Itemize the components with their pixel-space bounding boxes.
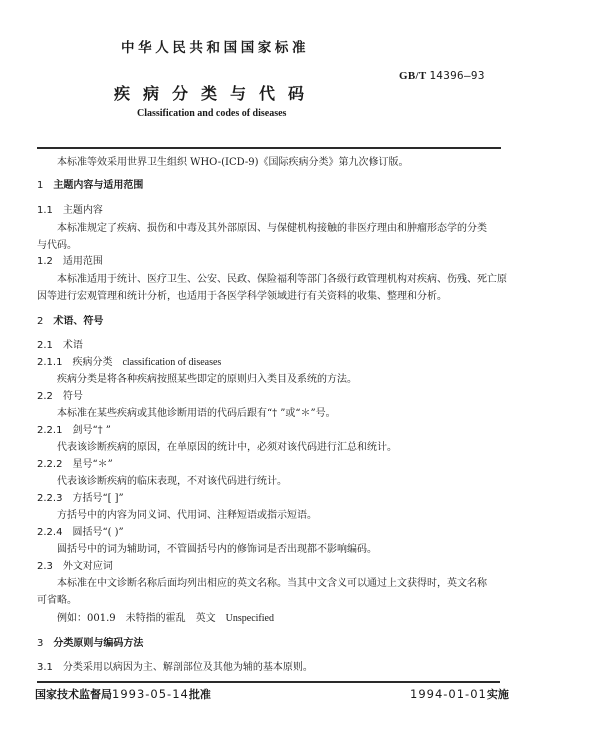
approval-info: 国家技术监督局1993-05-14批准: [35, 687, 211, 701]
section-2-1-1-heading: 2.1.1 疾病分类 classification of diseases: [37, 357, 222, 368]
standard-prefix: GB/T: [399, 70, 427, 82]
document-title-en: Classification and codes of diseases: [137, 108, 287, 119]
section-2-2-2-text: 代表该诊断疾病的临床表现，不对该代码进行统计。: [57, 476, 287, 487]
section-1-1-text: 本标准规定了疾病、损伤和中毒及其外部原因、与保健机构接触的非医疗理由和肿瘤形态学的分类: [57, 223, 487, 234]
section-2-3-text: 本标准在中文诊断名称后面均列出相应的英文名称。当其中文含义可以通过上文获得时，英文名称: [57, 578, 487, 589]
section-2-2-4-heading: 2.2.4 圆括号“( )”: [37, 527, 124, 538]
section-1-1-text-cont: 与代码。: [37, 240, 77, 251]
standard-number: [399, 69, 485, 82]
section-3-heading: 3 分类原则与编码方法: [37, 638, 144, 649]
section-2-3-example: 例如：001.9 未特指的霍乱 英文 Unspecified: [57, 613, 274, 624]
section-2-1-heading: 2.1 术语: [37, 340, 83, 351]
section-2-3-text-cont: 可省略。: [37, 595, 77, 606]
section-1-2-heading: 1.2 适用范围: [37, 256, 103, 267]
section-2-1-1-text: 疾病分类是将各种疾病按照某些即定的原则归入类目及系统的方法。: [57, 374, 357, 385]
section-2-heading: 2 术语、符号: [37, 316, 104, 327]
issuing-agency: 中华人民共和国国家标准: [121, 40, 310, 56]
section-2-2-heading: 2.2 符号: [37, 391, 83, 402]
section-2-2-4-text: 圆括号中的词为辅助词，不管圆括号内的修饰词是否出现都不影响编码。: [57, 544, 377, 555]
section-2-2-1-text: 代表该诊断疾病的原因，在单原因的统计中，必须对该代码进行汇总和统计。: [57, 442, 397, 453]
section-2-3-heading: 2.3 外文对应词: [37, 561, 113, 572]
section-1-2-text-cont: 因等进行宏观管理和统计分析，也适用于各医学科学领域进行有关资料的收集、整理和分析。: [37, 291, 447, 302]
footer-divider: [37, 681, 500, 683]
standard-code: 14396—93: [429, 69, 485, 82]
intro-paragraph: 本标准等效采用世界卫生组织 WHO-(ICD-9)《国际疾病分类》第九次修订版。: [57, 157, 409, 168]
section-1-1-heading: 1.1 主题内容: [37, 205, 103, 216]
section-2-2-1-heading: 2.2.1 剑号“† ”: [37, 425, 111, 436]
section-1-2-text: 本标准适用于统计、医疗卫生、公安、民政、保险福利等部门各级行政管理机构对疾病、伤残、死亡原: [57, 274, 507, 285]
section-2-2-3-heading: 2.2.3 方括号“[ ]”: [37, 493, 124, 504]
section-2-2-text: 本标准在某些疾病或其他诊断用语的代码后跟有“† ”或“＊”号。: [57, 408, 336, 419]
section-3-1: 3.1 分类采用以病因为主、解剖部位及其他为辅的基本原则。: [37, 662, 313, 673]
header-divider: [37, 147, 501, 149]
effective-info: 1994-01-01实施: [410, 687, 509, 701]
document-title-cn: 疾病分类与代码: [114, 84, 318, 103]
section-1-heading: 1 主题内容与适用范围: [37, 180, 144, 191]
section-2-2-2-heading: 2.2.2 星号“＊”: [37, 459, 113, 470]
section-2-2-3-text: 方括号中的内容为同义词、代用词、注释短语或指示短语。: [57, 510, 317, 521]
